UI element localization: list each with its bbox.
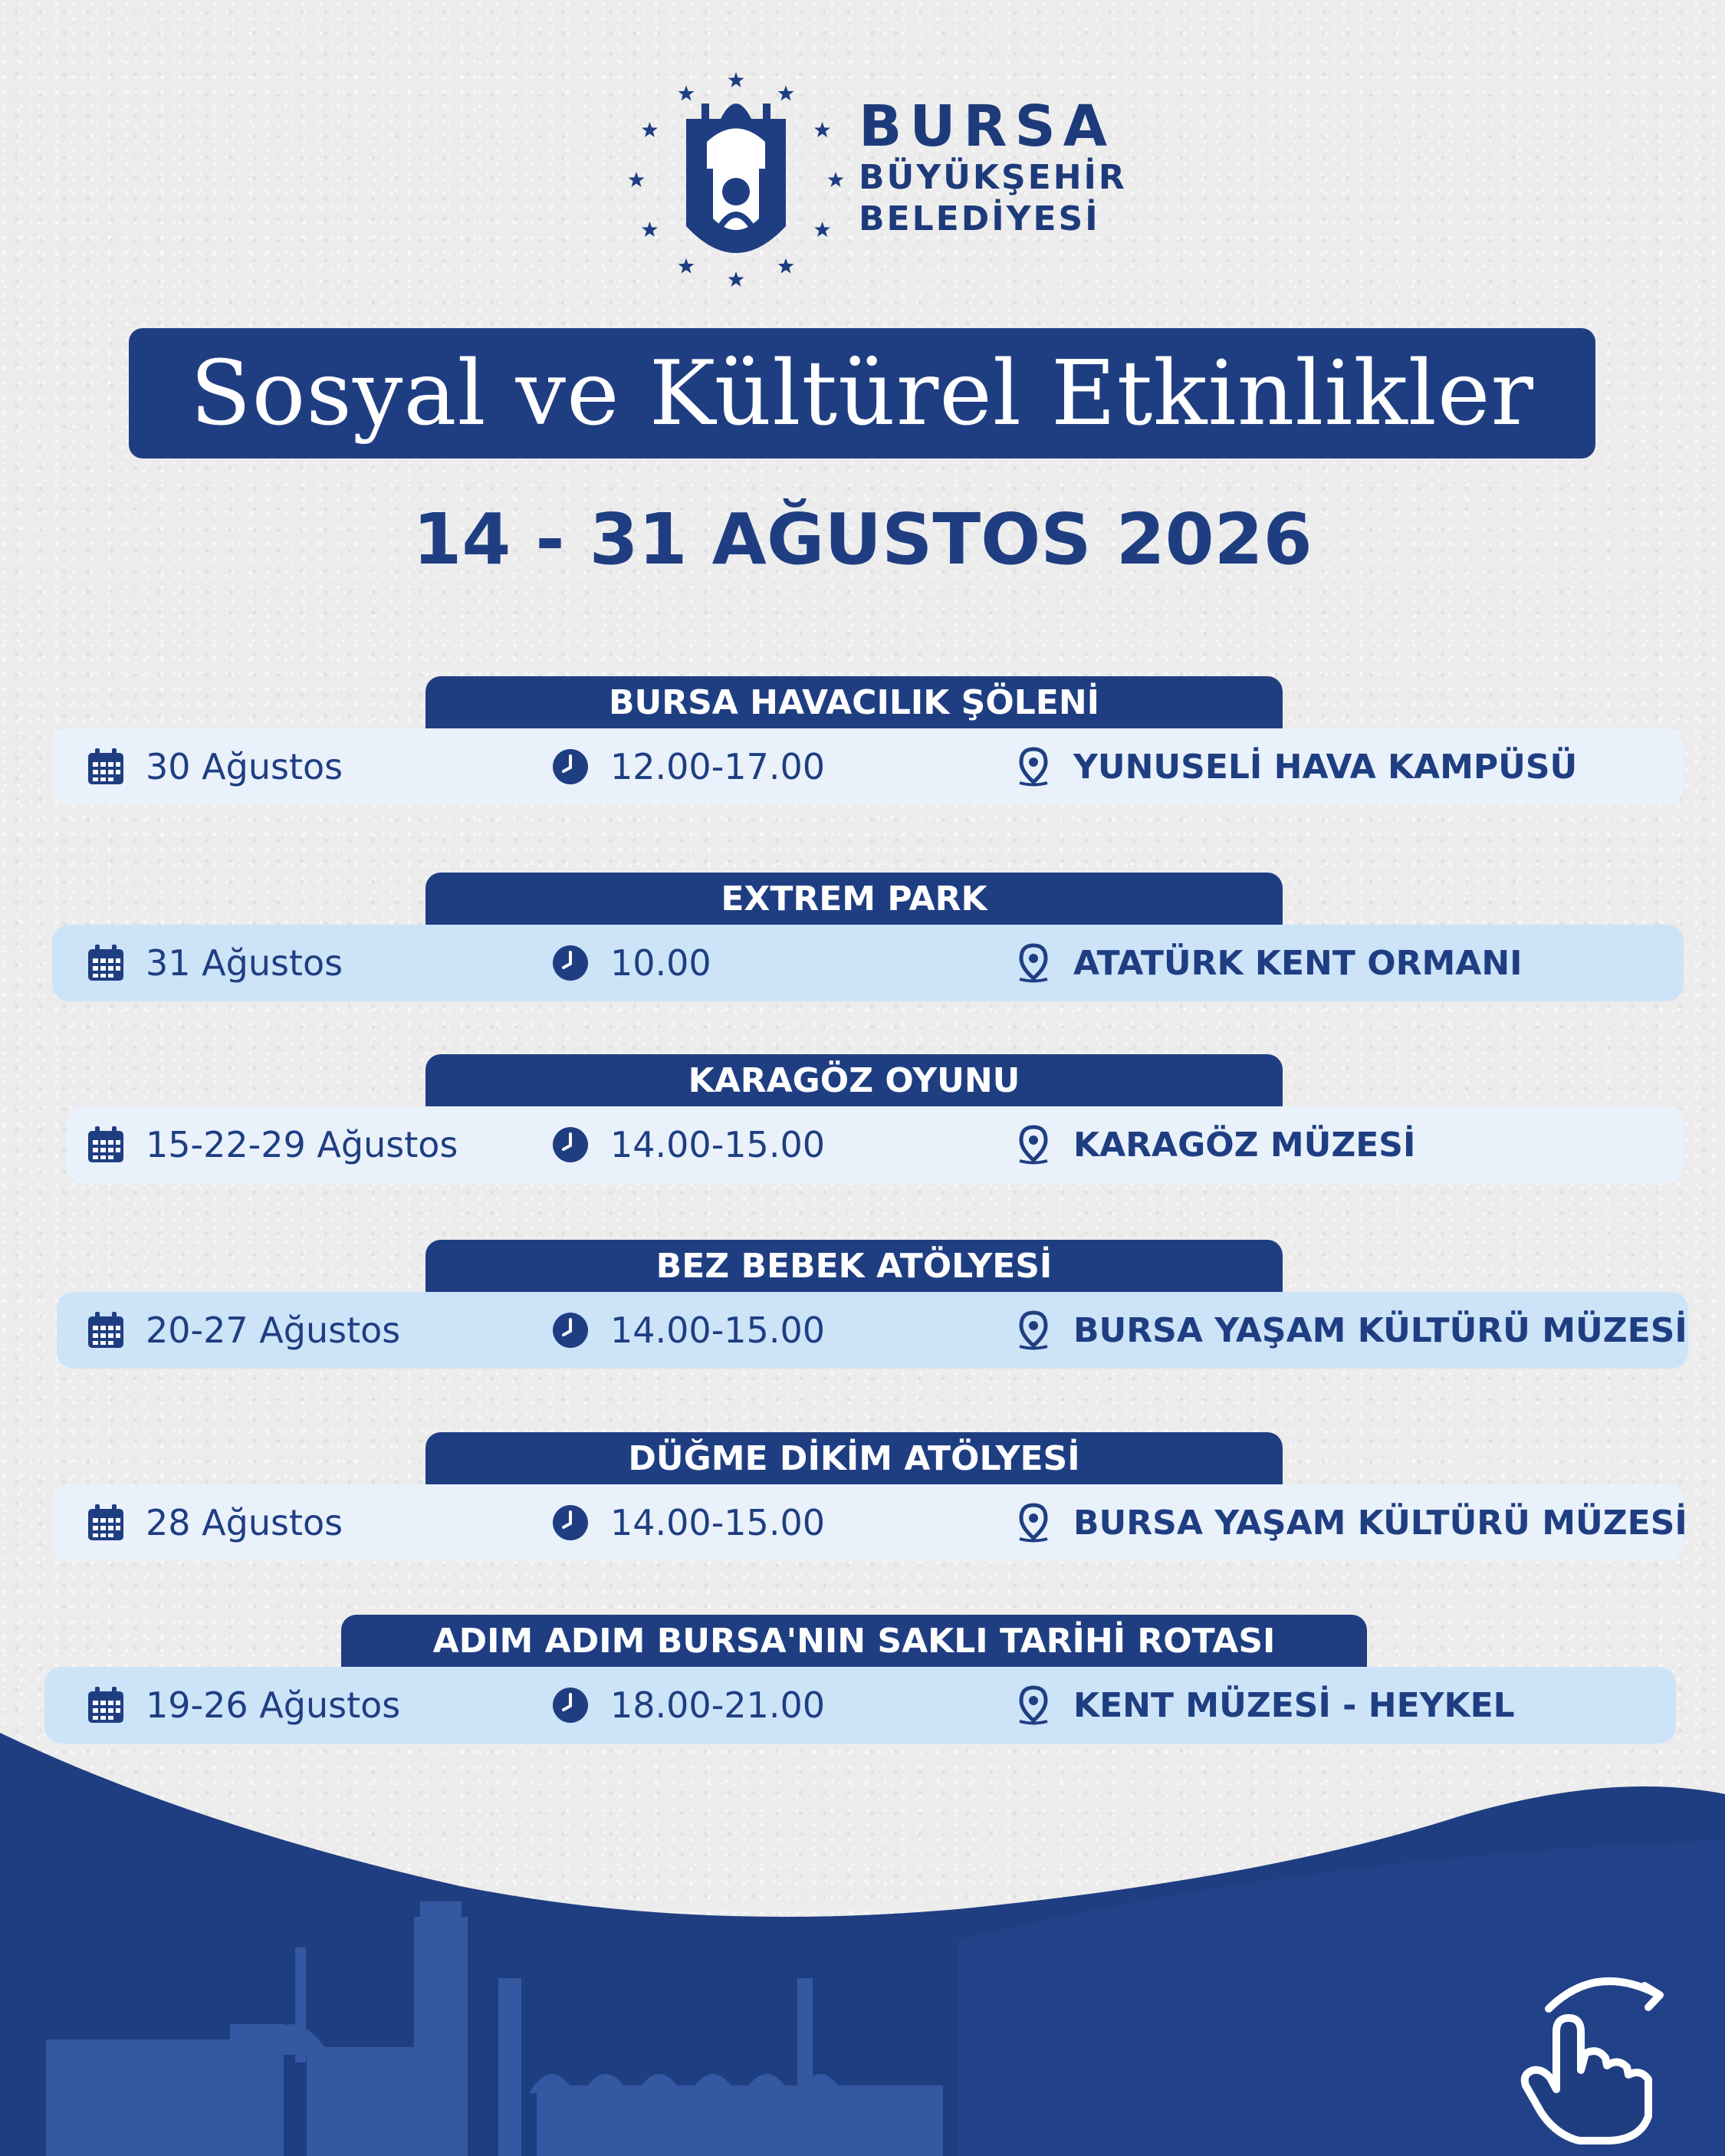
clock-icon (550, 1503, 590, 1543)
event-time: 12.00-17.00 (610, 746, 825, 787)
event-location: KENT MÜZESİ - HEYKEL (1073, 1685, 1515, 1725)
event-location-cell (1014, 1106, 1415, 1183)
star-icon (828, 172, 844, 187)
event-time: 14.00-15.00 (610, 1124, 825, 1165)
map-pin-icon (1014, 1503, 1053, 1543)
event-title: BEZ BEBEK ATÖLYESİ (426, 1240, 1283, 1292)
event-date: 20-27 Ağustos (146, 1310, 401, 1351)
event-time: 10.00 (610, 942, 711, 984)
event-details-row (52, 925, 1684, 1001)
bursa-logo (621, 65, 1127, 295)
star-icon (814, 222, 830, 237)
skyline-wave (0, 1687, 1725, 2156)
event-location: ATATÜRK KENT ORMANI (1073, 943, 1523, 983)
event-location: KARAGÖZ MÜZESİ (1073, 1125, 1416, 1165)
event-location-cell (1014, 1484, 1687, 1561)
event-time: 18.00-21.00 (610, 1684, 825, 1726)
calendar-icon (86, 747, 126, 787)
map-pin-icon (1014, 943, 1053, 983)
event-title: EXTREM PARK (426, 873, 1283, 925)
clock-icon (550, 943, 590, 983)
star-icon (778, 258, 794, 274)
event-date-cell (86, 925, 343, 1001)
event-location-cell (1014, 728, 1577, 805)
star-icon (642, 122, 658, 137)
event-details-row (52, 1484, 1687, 1561)
calendar-icon (86, 943, 126, 983)
event-time-cell (550, 1106, 825, 1183)
event-date: 28 Ağustos (146, 1502, 343, 1543)
city-emblem-icon (621, 65, 851, 295)
calendar-icon (86, 1310, 126, 1350)
event-time: 14.00-15.00 (610, 1310, 825, 1351)
event-date: 15-22-29 Ağustos (146, 1124, 458, 1165)
star-icon (728, 72, 744, 87)
event-details-row (66, 1106, 1684, 1183)
event-date-cell (86, 1106, 458, 1183)
star-icon (728, 271, 744, 287)
event-location: BURSA YAŞAM KÜLTÜRÜ MÜZESİ (1073, 1310, 1687, 1350)
event-title: KARAGÖZ OYUNU (426, 1054, 1283, 1106)
calendar-icon (86, 1503, 126, 1543)
event-date: 30 Ağustos (146, 746, 343, 787)
event-location-cell (1014, 925, 1523, 1001)
event-date-cell (86, 728, 343, 805)
clock-icon (550, 747, 590, 787)
event-title: DÜĞME DİKİM ATÖLYESİ (426, 1432, 1283, 1484)
event-date-cell (86, 1484, 343, 1561)
event-location-cell (1014, 1292, 1687, 1369)
event-details-row (52, 728, 1684, 805)
logo-subtitle-2: BELEDİYESİ (859, 199, 1100, 238)
map-pin-icon (1014, 747, 1053, 787)
event-location: YUNUSELİ HAVA KAMPÜSÜ (1073, 747, 1578, 787)
event-title: ADIM ADIM BURSA'NIN SAKLI TARİHİ ROTASI (341, 1615, 1367, 1667)
clock-icon (550, 1125, 590, 1165)
hand-swipe-icon (1503, 1963, 1687, 2147)
event-details-row (57, 1292, 1688, 1369)
title-banner (129, 328, 1595, 458)
event-date: 31 Ağustos (146, 942, 343, 984)
map-pin-icon (1014, 1310, 1053, 1350)
event-time-cell (550, 1292, 825, 1369)
star-icon (778, 85, 794, 100)
event-location: BURSA YAŞAM KÜLTÜRÜ MÜZESİ (1073, 1503, 1687, 1543)
date-range: 14 - 31 AĞUSTOS 2026 (412, 498, 1313, 580)
star-icon (678, 258, 695, 274)
star-icon (629, 172, 645, 187)
clock-icon (550, 1310, 590, 1350)
star-icon (642, 222, 658, 237)
calendar-icon (86, 1125, 126, 1165)
event-date-cell (86, 1292, 400, 1369)
map-pin-icon (1014, 1125, 1053, 1165)
event-time-cell (550, 728, 825, 805)
page-title: Sosyal ve Kültürel Etkinlikler (190, 341, 1534, 445)
event-title: BURSA HAVACILIK ŞÖLENİ (426, 676, 1283, 728)
star-icon (814, 122, 830, 137)
event-time: 14.00-15.00 (610, 1502, 825, 1543)
event-date: 19-26 Ağustos (146, 1684, 401, 1726)
event-time-cell (550, 925, 711, 1001)
logo-title: BURSA (859, 94, 1116, 159)
star-icon (678, 85, 695, 100)
logo-subtitle-1: BÜYÜKŞEHİR (859, 158, 1127, 197)
event-time-cell (550, 1484, 825, 1561)
